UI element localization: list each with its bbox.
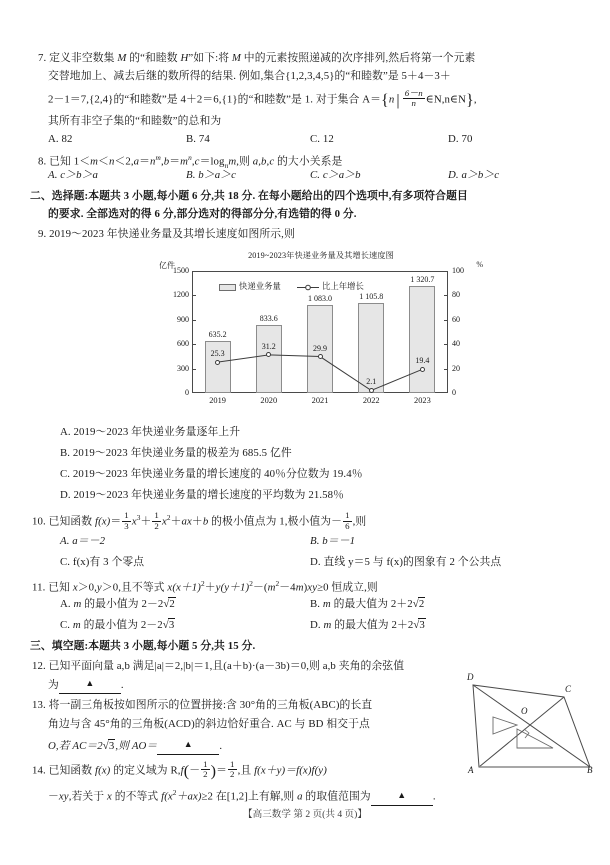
blank-triangle-icon: ▲ (397, 789, 407, 800)
geometry-label-B: B (587, 765, 593, 775)
section-3-label: 三、填空题: (30, 640, 89, 652)
chart-left-tick-300: 300 (177, 363, 189, 373)
radical-sign: √ (413, 619, 420, 631)
question-10-number: 10. (32, 515, 46, 528)
chart-line-point-2023 (420, 367, 425, 372)
chart-right-tick-mark (444, 369, 448, 370)
question-13-line-3: O,若 AC＝2√3,则 AO＝ ▲ . (48, 738, 222, 756)
chart-line-value-2019: 25.3 (210, 349, 225, 359)
paren-close: ) (210, 762, 217, 781)
question-8-option-a[interactable]: A. c＞b＞a (48, 169, 98, 181)
chart-right-tick-mark (444, 271, 448, 272)
question-11-number: 11. (32, 581, 46, 594)
chart-legend (219, 280, 364, 292)
legend-bar-swatch (219, 284, 236, 291)
radical-sign: √ (162, 619, 169, 631)
set-divider: | (396, 91, 400, 110)
answer-blank-q13[interactable] (157, 737, 219, 755)
question-9-stem: 9. 2019～2023 年快递业务量及其增长速度如图所示,则 (38, 228, 295, 240)
chart-line-point-2022 (369, 388, 374, 393)
question-10-option-a[interactable]: A. a＝－2 (60, 535, 106, 547)
chart-left-tick-mark (192, 344, 196, 345)
question-9-number: 9. (38, 228, 47, 240)
question-9-option-b[interactable]: B. 2019～2023 年快递业务量的极差为 685.5 亿件 (60, 447, 292, 459)
chart-bar-value-2022: 1 105.8 (359, 292, 384, 302)
chart-right-axis-label: % (476, 260, 483, 269)
chart-right-tick-20: 20 (452, 363, 460, 373)
chart-right-tick-40: 40 (452, 339, 460, 349)
chart-right-tick-0: 0 (452, 388, 456, 397)
radical-sign: √ (102, 740, 109, 752)
legend-line-swatch (297, 284, 319, 291)
question-11-option-d[interactable]: D. m 的最大值为 2＋2√3 (310, 619, 425, 631)
chart-right-tick-80: 80 (452, 290, 460, 300)
question-7-line-1: 7. 定义非空数集 M 的“和睦数 H”如下:将 M 中的元素按照递减的次序排列,然后将第一个元素 (38, 52, 476, 64)
chart-left-axis-label: 亿件 (159, 261, 175, 270)
question-7-line-4: 其所有非空子集的“和睦数”的总和为 (48, 115, 222, 127)
question-7-option-a[interactable]: A. 82 (48, 133, 73, 145)
question-10-option-c[interactable]: C. f(x)有 3 个零点 (60, 556, 145, 568)
answer-blank-q12[interactable] (59, 676, 121, 694)
question-7-option-c[interactable]: C. 12 (310, 133, 334, 145)
chart-left-tick-600: 600 (177, 339, 189, 349)
radical-sign: √ (412, 598, 419, 610)
chart-bar-2023 (409, 286, 435, 393)
question-7-line-3: 2－1＝7,{2,4}的“和睦数”是 4＋2＝6,{1}的“和睦数”是 1. 对于集合 A＝{n | $\frac{6-n}{n}$ ∈N,n∈N}, (48, 88, 477, 110)
chart-left-tick-mark (192, 295, 196, 296)
legend-bar-label: 快递业务量 (239, 282, 281, 291)
delivery-volume-chart (157, 250, 485, 416)
question-7-number: 7. (38, 52, 47, 64)
paren-open: ( (183, 762, 190, 781)
legend-line-label: 比上年增长 (322, 282, 364, 291)
question-7-option-b[interactable]: B. 74 (186, 133, 210, 145)
geometry-label-D: D (467, 672, 474, 682)
fraction-one-half-a: $\frac{1}{2}$ (203, 759, 208, 780)
chart-right-tick-60: 60 (452, 314, 460, 324)
chart-left-tick-mark (192, 271, 196, 272)
fraction-6-minus-n-over-n: $\frac{6-n}{n}$ (404, 88, 423, 109)
question-9-option-c[interactable]: C. 2019～2023 年快递业务量的增长速度的 40％分位数为 19.4％ (60, 468, 363, 480)
chart-left-tick-0: 0 (185, 388, 189, 397)
question-8-number: 8. (38, 155, 47, 168)
fraction-one-half-b: $\frac{1}{2}$ (230, 759, 235, 780)
geometry-diagram-svg (455, 672, 605, 780)
chart-title: 2019~2023年快递业务量及其增长速度图 (248, 251, 394, 260)
chart-left-tick-mark (192, 369, 196, 370)
chart-right-tick-mark (444, 295, 448, 296)
set-brace-close: } (466, 91, 474, 110)
chart-bar-2020 (256, 325, 282, 393)
chart-x-category-2020: 2020 (260, 396, 278, 405)
question-11-stem: 11. 已知 x＞0,y＞0,且不等式 $x(x+1)^2+y(y+1)^2-(m^2-4m)xy\ge 0$ 恒成立,则 (32, 579, 378, 594)
radical-sign: √ (163, 598, 170, 610)
chart-left-tick-900: 900 (177, 314, 189, 324)
question-10-option-d[interactable]: D. 直线 y＝5 与 f(x)的图象有 2 个公共点 (310, 556, 502, 568)
chart-line-value-2021: 29.9 (313, 343, 327, 353)
chart-right-tick-mark (444, 344, 448, 345)
question-13-number: 13. (32, 699, 46, 711)
chart-x-category-2019: 2019 (209, 396, 226, 405)
question-7-line-2: 交替地加上、减去后继的数所得的结果. 例如,集合{1,2,3,4,5}的“和睦数”是 5＋4－3＋ (48, 70, 451, 82)
question-11-option-b[interactable]: B. m 的最大值为 2＋2√2 (310, 598, 425, 610)
geometry-label-O: O (521, 706, 528, 716)
page-footer: 【高三数学 第 2 页(共 4 页)】 (243, 809, 367, 820)
geometry-label-C: C (565, 684, 572, 694)
chart-bar-value-2023: 1 320.7 (410, 274, 435, 284)
triangle-board-figure (455, 672, 605, 780)
question-9-option-a[interactable]: A. 2019～2023 年快递业务量逐年上升 (60, 426, 241, 438)
section-3-header: 三、填空题:本题共 3 小题,每小题 5 分,共 15 分. (30, 640, 256, 652)
chart-line-value-2023: 19.4 (415, 356, 430, 366)
chart-bar-value-2021: 1 083.0 (308, 293, 332, 303)
chart-x-category-2022: 2022 (362, 396, 380, 405)
blank-triangle-icon: ▲ (85, 678, 95, 688)
question-12-number: 12. (32, 660, 46, 672)
question-14-line-1: 14. 已知函数 f(x) 的定义域为 R,f(－ $\frac{1}{2}$ )＝ $\frac{1}{2}$ ,且 f(x＋y)＝f(x)f(y) (32, 759, 327, 781)
question-10-stem: 10. 已知函数 f(x)＝ $\frac{1}{3}$ $x^3+$ $\frac{1}{2}$ $x^2+ax+b$ 的极小值点为 1,极小值为－ $\frac{1}{6}$ ,则 (32, 510, 367, 531)
question-10-option-b[interactable]: B. b＝－1 (310, 535, 356, 547)
fraction-one-sixth: $\frac{1}{6}$ (345, 510, 350, 531)
question-7-option-d[interactable]: D. 70 (448, 133, 473, 145)
chart-line-point-2019 (215, 360, 220, 365)
question-8-option-b[interactable]: B. b＞a＞c (186, 169, 236, 181)
question-11-option-c[interactable]: C. m 的最小值为 2－2√3 (60, 619, 175, 631)
chart-line-point-2021 (318, 354, 323, 359)
question-14-number: 14. (32, 764, 46, 777)
chart-line-value-2022: 2.1 (366, 377, 377, 387)
fraction-one-half: $\frac{1}{2}$ (154, 510, 159, 531)
chart-right-tick-100: 100 (452, 266, 464, 275)
chart-line-value-2020: 31.2 (261, 341, 276, 351)
chart-left-tick-1200: 1200 (173, 290, 189, 300)
question-8-option-d[interactable]: D. a＞b＞c (448, 169, 500, 181)
question-12-line-2: 为 ▲ . (48, 677, 124, 695)
chart-left-tick-mark (192, 320, 196, 321)
set-brace-open: { (381, 91, 389, 110)
chart-left-tick-1500: 1500 (173, 266, 189, 275)
section-2-label: 二、选择题: (30, 190, 89, 202)
geometry-label-A: A (468, 765, 474, 775)
chart-x-category-2023: 2023 (414, 396, 431, 405)
question-12-line-1: 12. 已知平面向量 a,b 满足|a|＝2,|b|＝1,且(a＋b)·(a－3b)＝0,则 a,b 夹角的余弦值 (32, 660, 405, 672)
blank-triangle-icon: ▲ (183, 739, 193, 749)
chart-right-tick-mark (444, 320, 448, 321)
chart-x-category-2021: 2021 (311, 396, 329, 405)
question-8-option-c[interactable]: C. c＞a＞b (310, 169, 361, 181)
section-2-header-line-2: 的要求. 全部选对的得 6 分,部分选对的得部分分,有选错的得 0 分. (48, 208, 357, 220)
section-2-header-line-1: 二、选择题:本题共 3 小题,每小题 6 分,共 18 分. 在每小题给出的四个选项中,有多项符合题目 (30, 190, 468, 202)
question-11-option-a[interactable]: A. m 的最小值为 2－2√2 (60, 598, 175, 610)
question-14-line-2: －xy,若关于 x 的不等式 $f(x^2+ax)\ge 2$ 在[1,2]上有解,则 a 的取值范围为 ▲ . (48, 784, 436, 807)
chart-bar-value-2019: 635.2 (208, 330, 227, 340)
question-13-line-2: 角边与含 45°角的三角板(ACD)的斜边恰好重合. AC 与 BD 相交于点 (48, 718, 370, 730)
fraction-one-third: $\frac{1}{3}$ (124, 510, 129, 531)
question-13-line-1: 13. 将一副三角板按如图所示的位置拼接:含 30°角的三角板(ABC)的长直 (32, 699, 373, 711)
question-9-option-d[interactable]: D. 2019～2023 年快递业务量的增长速度的平均数为 21.58％ (60, 489, 345, 501)
chart-bar-value-2020: 833.6 (259, 314, 278, 324)
question-8-stem: 8. 已知 $1<m<n<2,a=n^m,b=m^n,c=\log_nm$,则 a,b,c 的大小关系是 (38, 153, 343, 170)
answer-blank-q14[interactable] (371, 788, 433, 806)
